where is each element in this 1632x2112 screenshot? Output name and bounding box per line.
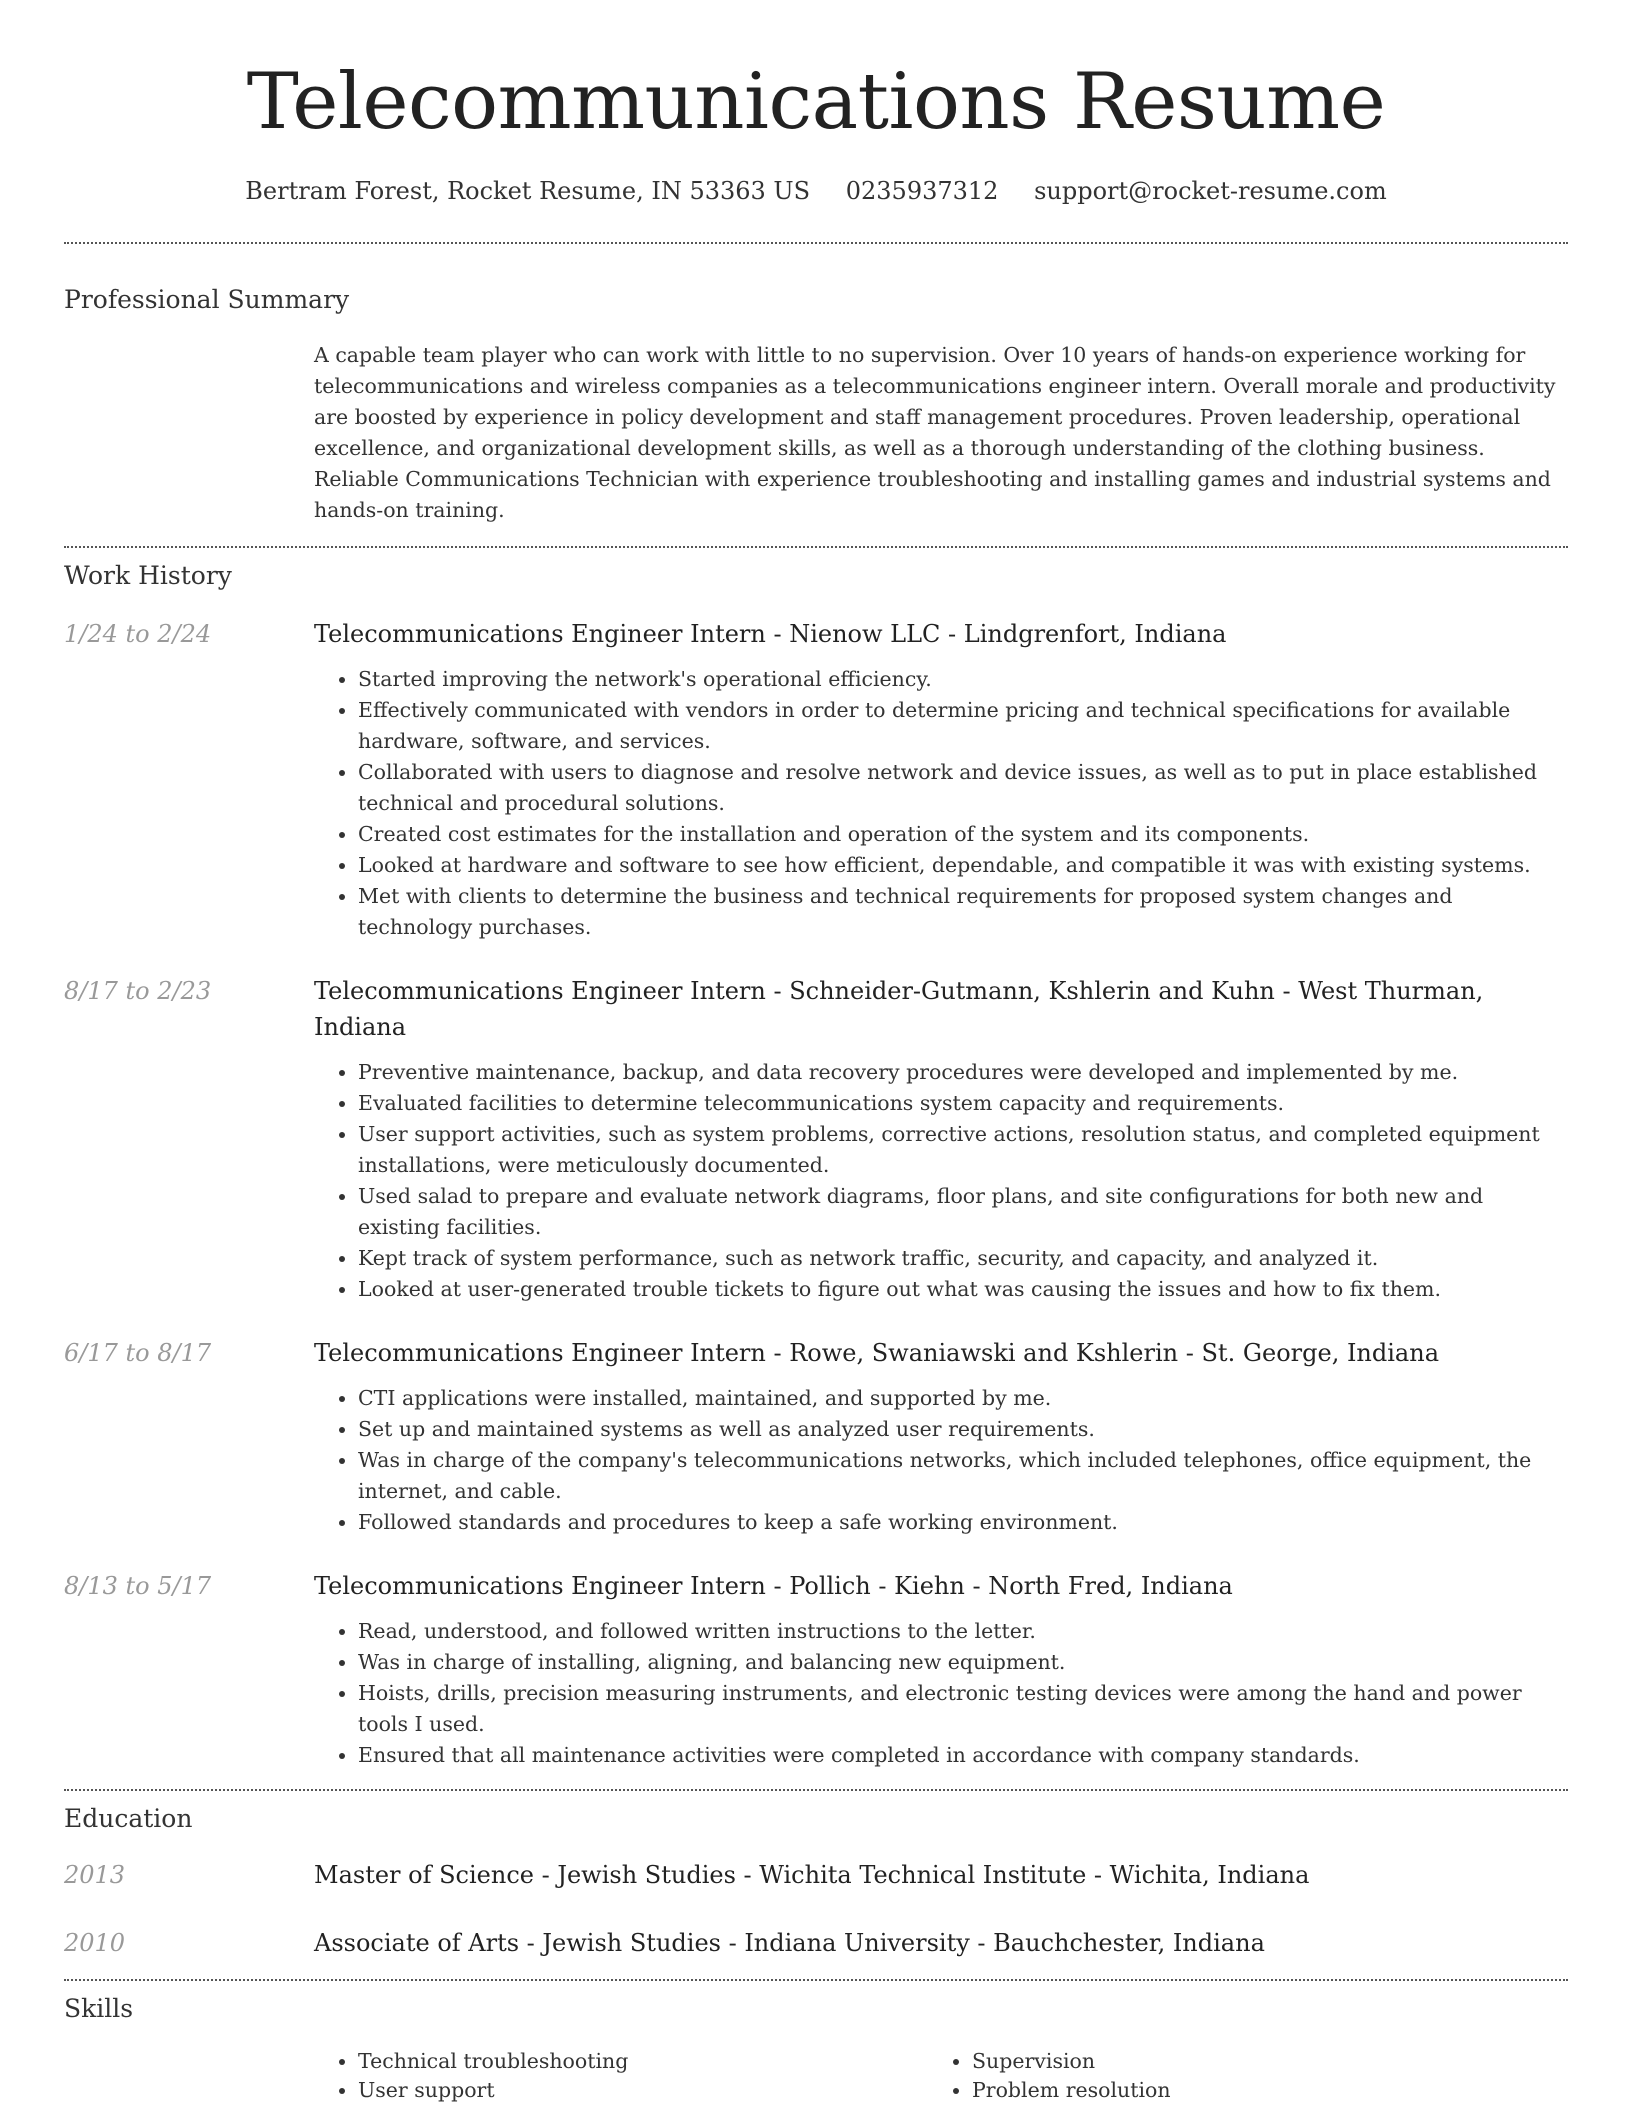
- skills-list-left: [314, 2047, 928, 2105]
- education-year: 2013: [64, 1861, 126, 1889]
- list-item: • Collaborated with users to diagnose and resolve network and device issues, as well as to put in place established technical and procedural solutions.: [358, 757, 1568, 819]
- resume-title: Telecommunications Resume: [246, 57, 1386, 147]
- education-title: Associate of Arts - Jewish Studies - Indiana University - Bauchchester, Indiana: [314, 1929, 1265, 1957]
- list-item: • Effectively communicated with vendors in order to determine pricing and technical specifications for available hardware, software, and services.: [358, 695, 1568, 757]
- job-dates: 8/13 to 5/17: [64, 1572, 212, 1600]
- contact-line: [64, 174, 1568, 208]
- job-dates: 1/24 to 2/24: [64, 620, 212, 648]
- list-item: • Was in charge of installing, aligning, and balancing new equipment.: [358, 1647, 1568, 1678]
- job-dates: 6/17 to 8/17: [64, 1339, 212, 1367]
- summary-text: A capable team player who can work with little to no supervision. Over 10 years of hands-on experience working for telecommunications and wireless companies as a telecommunications engineer intern. Overall morale and productivity are boosted by experience in policy development and staff management procedures. Proven leadership, operational excellence, and organizational development skills, as well as a thorough understanding of the clothing business. Reliable Communications Technician with experience troubleshooting and installing games and industrial systems and hands-on training.: [314, 343, 1556, 522]
- job-dates: 8/17 to 2/23: [64, 977, 212, 1005]
- list-item: • Was in charge of the company's telecommunications networks, which included telephones, office equipment, the internet, and cable.: [358, 1445, 1568, 1507]
- list-item: • User support activities, such as system problems, corrective actions, resolution status, and completed equipment installations, were meticulously documented.: [358, 1119, 1568, 1181]
- education-heading: Education: [64, 1804, 193, 1833]
- job-bullets: [314, 664, 1568, 943]
- job-entry: [64, 973, 1568, 1305]
- skills-section: [64, 1991, 1568, 2105]
- section-divider: [64, 1979, 1568, 1981]
- section-divider: [64, 1789, 1568, 1791]
- section-divider: [64, 242, 1568, 244]
- work-section: [64, 558, 1568, 1771]
- skills-list-right: [928, 2047, 1542, 2105]
- resume-page: [64, 0, 1568, 2105]
- job-title: Telecommunications Engineer Intern - Nienow LLC - Lindgrenfort, Indiana: [314, 620, 1227, 648]
- list-item: • Looked at user-generated trouble tickets to figure out what was causing the issues and how to fix them.: [358, 1274, 1568, 1305]
- job-title: Telecommunications Engineer Intern - Pollich - Kiehn - North Fred, Indiana: [314, 1572, 1233, 1600]
- job-entry: [64, 616, 1568, 943]
- job-title: Telecommunications Engineer Intern - Rowe, Swaniawski and Kshlerin - St. George, Indiana: [314, 1339, 1439, 1367]
- list-item: • Set up and maintained systems as well as analyzed user requirements.: [358, 1414, 1568, 1445]
- list-item: • Ensured that all maintenance activities were completed in accordance with company standards.: [358, 1740, 1568, 1771]
- list-item: • Technical troubleshooting: [358, 2047, 928, 2076]
- education-title: Master of Science - Jewish Studies - Wichita Technical Institute - Wichita, Indiana: [314, 1861, 1310, 1889]
- contact-phone: 0235937312: [845, 177, 999, 205]
- list-item: • Created cost estimates for the installation and operation of the system and its components.: [358, 819, 1568, 850]
- summary-heading: Professional Summary: [64, 285, 350, 314]
- list-item: • Started improving the network's operational efficiency.: [358, 664, 1568, 695]
- work-heading: Work History: [64, 561, 232, 590]
- list-item: • Met with clients to determine the business and technical requirements for proposed system changes and technology purchases.: [358, 881, 1568, 943]
- education-year: 2010: [64, 1929, 126, 1957]
- list-item: • User support: [358, 2076, 928, 2105]
- job-entry: [64, 1568, 1568, 1771]
- contact-email: support@rocket-resume.com: [1034, 177, 1387, 205]
- list-item: • Read, understood, and followed written instructions to the letter.: [358, 1616, 1568, 1647]
- education-section: [64, 1801, 1568, 1961]
- job-title: Telecommunications Engineer Intern - Schneider-Gutmann, Kshlerin and Kuhn - West Thurman, Indiana: [314, 977, 1484, 1041]
- list-item: • Problem resolution: [972, 2076, 1542, 2105]
- list-item: • Preventive maintenance, backup, and data recovery procedures were developed and implemented by me.: [358, 1057, 1568, 1088]
- skills-columns: [64, 2047, 1568, 2105]
- skills-heading: Skills: [64, 1994, 134, 2023]
- list-item: • Hoists, drills, precision measuring instruments, and electronic testing devices were among the hand and power tools I used.: [358, 1678, 1568, 1740]
- list-item: • CTI applications were installed, maintained, and supported by me.: [358, 1383, 1568, 1414]
- job-bullets: [314, 1057, 1568, 1305]
- list-item: • Looked at hardware and software to see how efficient, dependable, and compatible it was with existing systems.: [358, 850, 1568, 881]
- list-item: • Evaluated facilities to determine telecommunications system capacity and requirements.: [358, 1088, 1568, 1119]
- list-item: • Used salad to prepare and evaluate network diagrams, floor plans, and site configurations for both new and existing facilities.: [358, 1181, 1568, 1243]
- list-item: • Supervision: [972, 2047, 1542, 2076]
- list-item: • Followed standards and procedures to keep a safe working environment.: [358, 1507, 1568, 1538]
- job-bullets: [314, 1616, 1568, 1771]
- job-entry: [64, 1335, 1568, 1538]
- education-entry: [64, 1857, 1568, 1893]
- summary-spacer: [64, 340, 314, 526]
- education-entry: [64, 1925, 1568, 1961]
- list-item: • Kept track of system performance, such as network traffic, security, and capacity, and analyzed it.: [358, 1243, 1568, 1274]
- summary-section: [64, 282, 1568, 526]
- contact-address: Bertram Forest, Rocket Resume, IN 53363 US: [245, 177, 811, 205]
- section-divider: [64, 546, 1568, 548]
- job-bullets: [314, 1383, 1568, 1538]
